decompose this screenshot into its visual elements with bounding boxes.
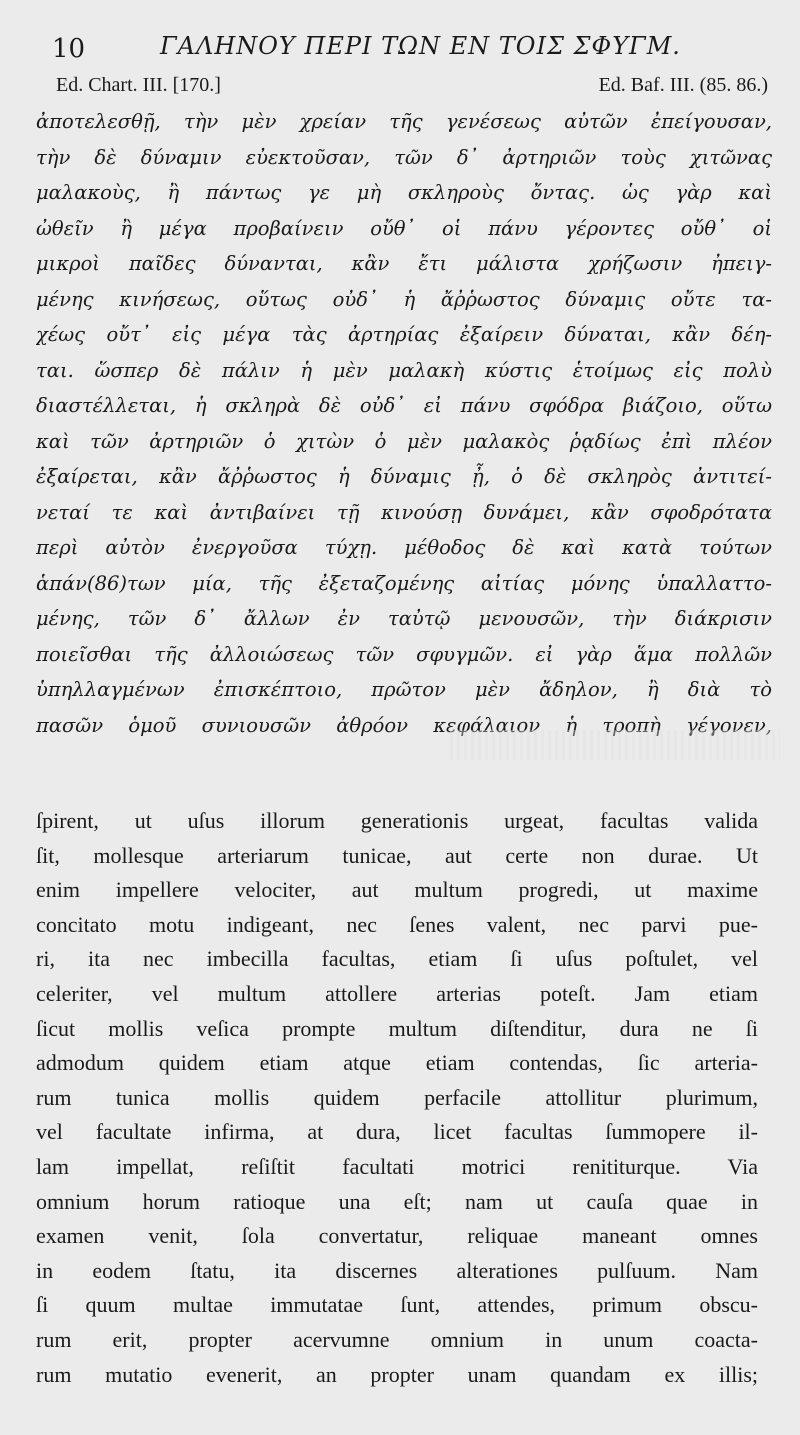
greek-text-line: ἀποτελεσθῇ, τὴν μὲν χρείαν τῆς γενέσεως αὐτῶν ἐπείγουσαν, — [36, 110, 772, 133]
latin-text-line: vel facultate infirma, at dura, licet facultas ſummopere il- — [36, 1119, 758, 1145]
greek-text-line: μένης, τῶν δ᾽ ἄλλων ἐν ταὐτῷ μενουσῶν, τὴν διάκρισιν — [36, 607, 772, 630]
greek-text-line: καὶ τῶν ἀρτηριῶν ὁ χιτὼν ὁ μὲν μαλακὸς ῥᾳδίως ἐπὶ πλέον — [36, 429, 772, 453]
latin-text-line: concitato motu indigeant, nec ſenes valent, nec parvi pue- — [36, 911, 758, 937]
greek-text-line: μικροὶ παῖδες δύνανται, κἂν ἔτι μάλιστα χρήζωσιν ἠπειγ- — [36, 252, 772, 275]
latin-text-line: omnium horum ratioque una eſt; nam ut cauſa quae in — [36, 1188, 758, 1214]
edition-reference-line — [56, 74, 768, 106]
greek-text-line: ἐξαίρεται, κἂν ἄῤῥωστος ἡ δύναμις ᾖ, ὁ δὲ σκληρὸς ἀντιτεί- — [36, 465, 772, 488]
greek-text-line: μένης κινήσεως, οὕτως οὐδ᾽ ἡ ἄῤῥωστος δύναμις οὔτε τα- — [36, 287, 772, 311]
greek-text-line: ἁπάν(86)των μία, τῆς ἐξεταζομένης αἰτίας μόνης ὑπαλλαττο- — [36, 571, 772, 595]
edition-basel-reference: Ed. Baf. III. (85. 86.) — [598, 74, 768, 96]
greek-text-line: περὶ αὐτὸν ἐνεργοῦσα τύχῃ. μέθοδος δὲ καὶ κατὰ τούτων — [36, 536, 772, 559]
running-title: ΓΑΛΗΝΟΥ ΠΕΡΙ ΤΩΝ ΕΝ ΤΟΙΣ ΣΦΥΓΜ. — [160, 32, 681, 60]
latin-text-line: ſi quum multae immutatae ſunt, attendes, primum obscu- — [36, 1292, 758, 1318]
latin-text-line: lam impellat, reſiſtit facultati motrici renititurque. Via — [36, 1153, 758, 1179]
greek-text-line: πασῶν ὁμοῦ συνιουσῶν ἀθρόον κεφάλαιον ἡ τροπὴ γέγονεν, — [36, 713, 772, 737]
greek-text-block — [36, 104, 772, 743]
greek-text-line: μαλακοὺς, ἢ πάντως γε μὴ σκληροὺς ὄντας. ὡς γὰρ καὶ — [36, 181, 772, 204]
greek-text-line: νεταί τε καὶ ἀντιβαίνει τῇ κινούσῃ δυνάμει, κἂν σφοδρότατα — [36, 500, 772, 524]
page-header — [40, 26, 770, 66]
latin-text-line: rum tunica mollis quidem perfacile attollitur plurimum, — [36, 1084, 758, 1110]
latin-text-line: enim impellere velociter, aut multum progredi, ut maxime — [36, 877, 758, 903]
bleed-through-shadow — [450, 730, 780, 760]
greek-text-line: χέως οὔτ᾽ εἰς μέγα τὰς ἀρτηρίας ἐξαίρειν δύναται, κἂν δέη- — [36, 323, 772, 346]
latin-text-line: ſpirent, ut uſus illorum generationis urgeat, facultas valida — [36, 808, 758, 833]
latin-text-line: ri, ita nec imbecilla facultas, etiam ſi uſus poſtulet, vel — [36, 946, 758, 972]
latin-text-line: in eodem ſtatu, ita discernes alterationes pulſuum. Nam — [36, 1257, 758, 1283]
page-number: 10 — [52, 34, 86, 64]
edition-chart-reference: Ed. Chart. III. [170.] — [56, 74, 221, 96]
greek-text-line: διαστέλλεται, ἡ σκληρὰ δὲ οὐδ᾽ εἰ πάνυ σφόδρα βιάζοιο, οὕτω — [36, 394, 772, 417]
latin-text-line: ſit, mollesque arteriarum tunicae, aut certe non durae. Ut — [36, 842, 758, 868]
latin-text-line: ſicut mollis veſica prompte multum diſtenditur, dura ne ſi — [36, 1015, 758, 1041]
latin-text-block — [36, 804, 758, 1392]
latin-text-line: rum erit, propter acervumne omnium in unum coacta- — [36, 1326, 758, 1352]
latin-text-line: admodum quidem etiam atque etiam contendas, ſic arteria- — [36, 1050, 758, 1076]
latin-text-line: rum mutatio evenerit, an propter unam quandam ex illis; — [36, 1361, 758, 1387]
greek-text-line: ὠθεῖν ἢ μέγα προβαίνειν οὔθ᾽ οἱ πάνυ γέροντες οὔθ᾽ οἱ — [36, 216, 772, 240]
latin-text-line: examen venit, ſola convertatur, reliquae maneant omnes — [36, 1223, 758, 1249]
latin-text-line: celeriter, vel multum attollere arterias poteſt. Jam etiam — [36, 980, 758, 1006]
greek-text-line: ὑπηλλαγμένων ἐπισκέπτοιο, πρῶτον μὲν ἄδηλον, ἢ διὰ τὸ — [36, 678, 772, 701]
greek-text-line: τὴν δὲ δύναμιν εὐεκτοῦσαν, τῶν δ᾽ ἀρτηριῶν τοὺς χιτῶνας — [36, 145, 772, 169]
greek-text-line: ποιεῖσθαι τῆς ἀλλοιώσεως τῶν σφυγμῶν. εἰ γὰρ ἅμα πολλῶν — [36, 642, 772, 666]
greek-text-line: ται. ὥσπερ δὲ πάλιν ἡ μὲν μαλακὴ κύστις ἑτοίμως εἰς πολὺ — [36, 358, 772, 382]
